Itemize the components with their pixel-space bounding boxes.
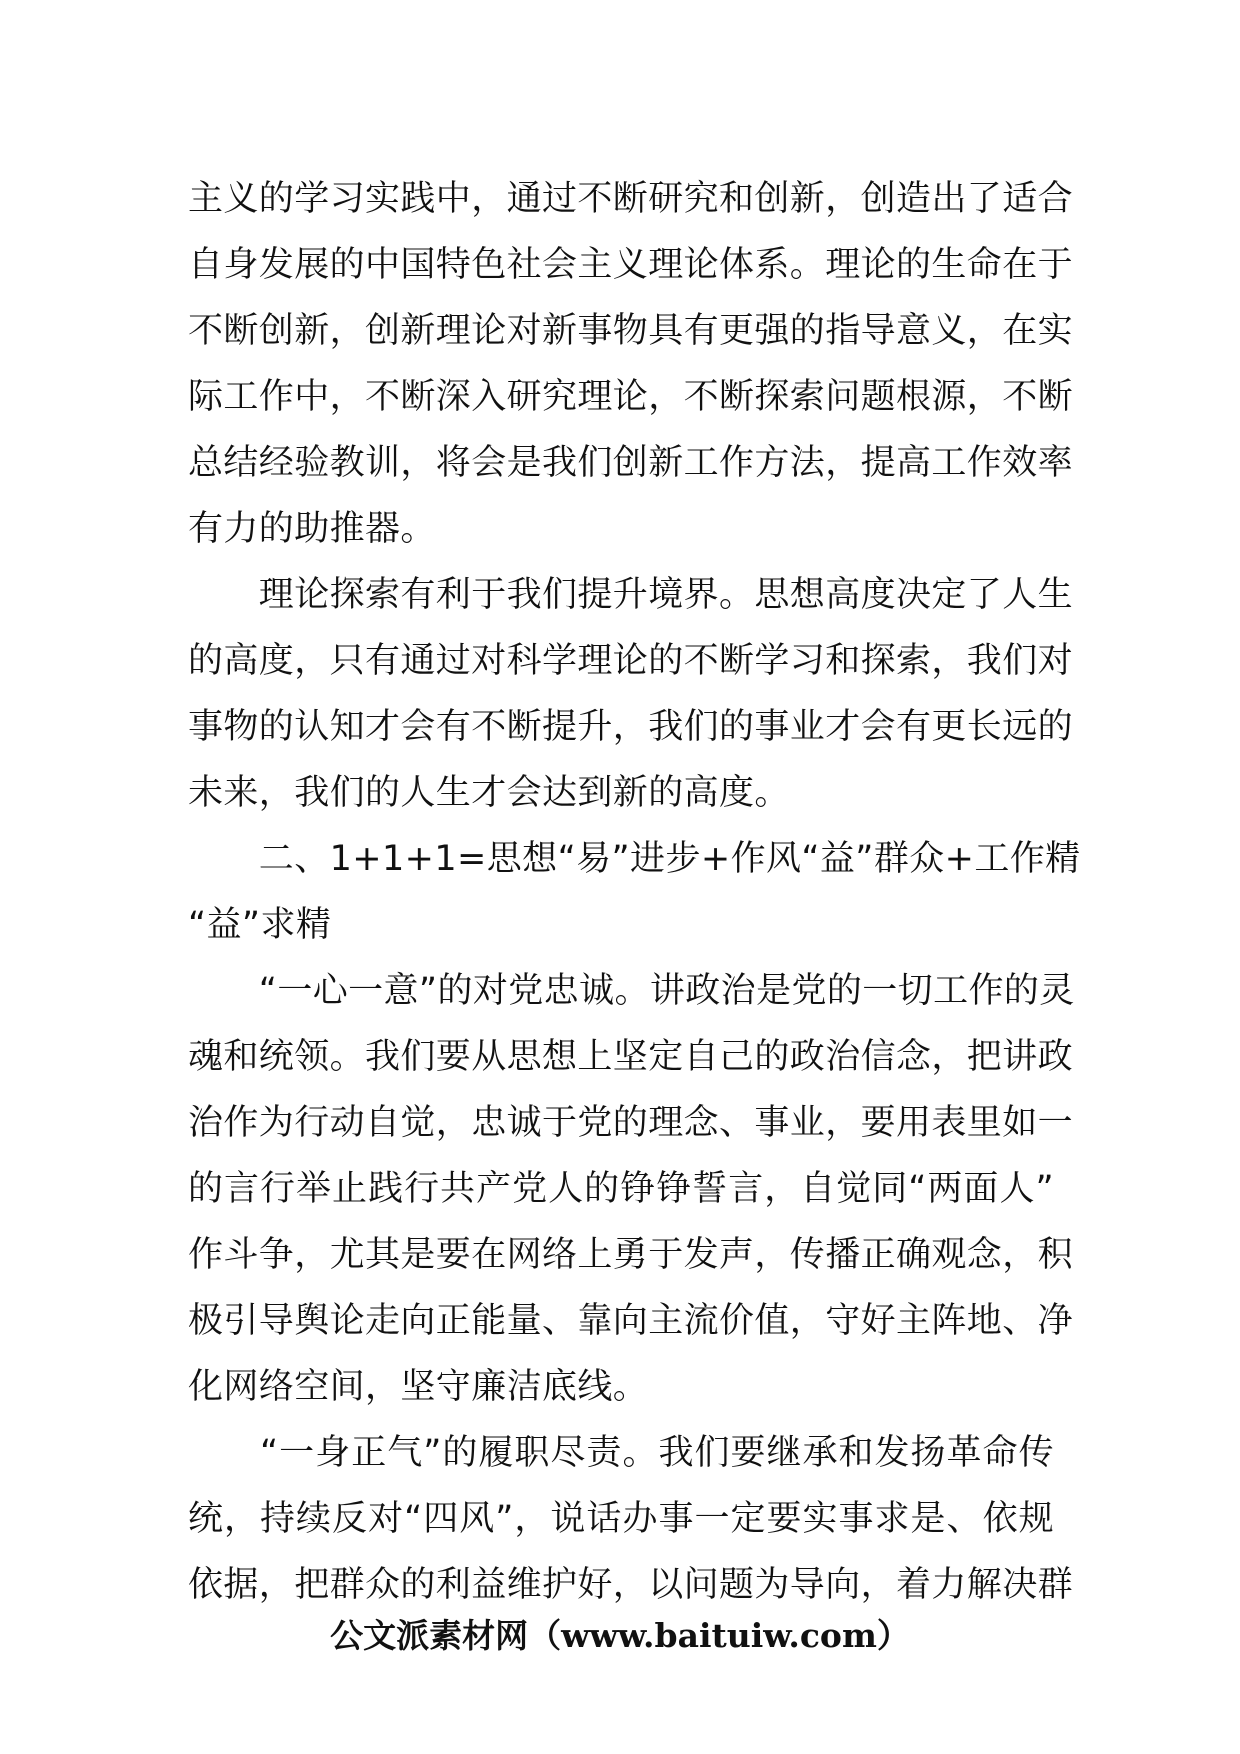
text-line: 的言行举止践行共产党人的铮铮誓言，自觉同“两面人” xyxy=(188,1169,1054,1209)
text-line: 理论探索有利于我们提升境界。思想高度决定了人生 xyxy=(188,575,1074,615)
text-line: 总结经验教训，将会是我们创新工作方法，提高工作效率 xyxy=(188,443,1074,483)
text-line: 不断创新，创新理论对新事物具有更强的指导意义，在实 xyxy=(188,311,1074,351)
text-line: 化网络空间，坚守廉洁底线。 xyxy=(188,1367,649,1407)
text-line: 主义的学习实践中，通过不断研究和创新，创造出了适合 xyxy=(188,179,1074,219)
text-line: “一心一意”的对党忠诚。讲政治是党的一切工作的灵 xyxy=(188,971,1075,1011)
text-line: “一身正气”的履职尽责。我们要继承和发扬革命传 xyxy=(188,1433,1054,1473)
text-line: 治作为行动自觉，忠诚于党的理念、事业，要用表里如一 xyxy=(188,1103,1074,1143)
text-line: 未来，我们的人生才会达到新的高度。 xyxy=(188,773,790,813)
text-line: 作斗争，尤其是要在网络上勇于发声，传播正确观念，积 xyxy=(188,1235,1074,1275)
text-line: 统，持续反对“四风”，说话办事一定要实事求是、依规 xyxy=(188,1499,1054,1539)
text-line: 魂和统领。我们要从思想上坚定自己的政治信念，把讲政 xyxy=(188,1037,1074,1077)
text-line: 有力的助推器。 xyxy=(188,509,436,549)
section-heading-line: “益”求精 xyxy=(188,905,332,945)
text-line: 自身发展的中国特色社会主义理论体系。理论的生命在于 xyxy=(188,245,1074,285)
text-line: 的高度，只有通过对科学理论的不断学习和探索，我们对 xyxy=(188,641,1074,681)
section-heading-line: 二、1+1+1=思想“易”进步+作风“益”群众+工作精 xyxy=(188,839,1081,879)
text-line: 际工作中，不断深入研究理论，不断探索问题根源，不断 xyxy=(188,377,1074,417)
body-text xyxy=(188,166,1081,1618)
text-line: 事物的认知才会有不断提升，我们的事业才会有更长远的 xyxy=(188,707,1074,747)
footer-watermark: 公文派素材网（www.baituiw.com） xyxy=(330,1616,910,1655)
text-line: 极引导舆论走向正能量、靠向主流价值，守好主阵地、净 xyxy=(188,1301,1074,1341)
text-line: 依据，把群众的利益维护好，以问题为导向，着力解决群 xyxy=(188,1565,1074,1605)
